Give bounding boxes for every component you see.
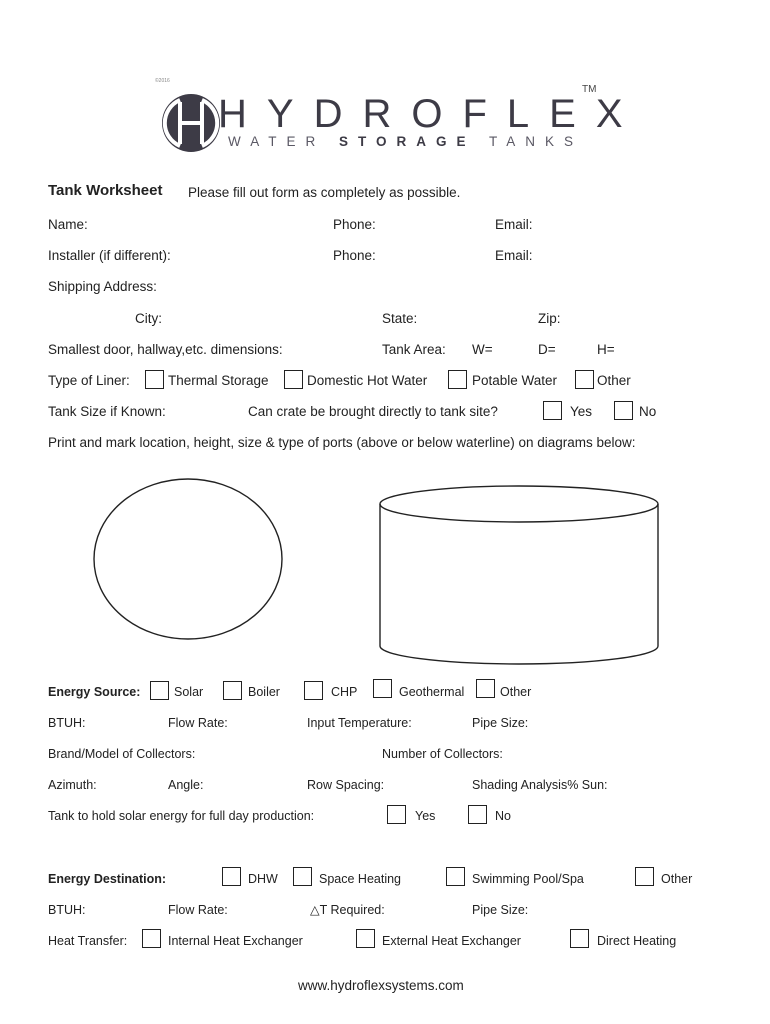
source-flow-rate-label: Flow Rate: <box>168 716 228 730</box>
heat-direct-checkbox[interactable] <box>570 929 589 948</box>
dest-other-label: Other <box>661 872 693 886</box>
source-solar-checkbox[interactable] <box>150 681 169 700</box>
liner-thermal-label: Thermal Storage <box>168 373 269 388</box>
installer-email-label: Email: <box>495 248 533 263</box>
tank-side-view-diagram <box>376 482 664 668</box>
dest-btuh-label: BTUH: <box>48 903 86 917</box>
heat-transfer-label: Heat Transfer: <box>48 934 128 948</box>
heat-external-checkbox[interactable] <box>356 929 375 948</box>
source-chp-label: CHP <box>331 685 358 699</box>
state-label: State: <box>382 311 418 326</box>
name-label: Name: <box>48 217 88 232</box>
crate-no-checkbox[interactable] <box>614 401 633 420</box>
footer-website-link[interactable]: www.hydroflexsystems.com <box>298 978 464 993</box>
dest-other-checkbox[interactable] <box>635 867 654 886</box>
liner-label: Type of Liner: <box>48 373 130 388</box>
input-temperature-label: Input Temperature: <box>307 716 412 730</box>
energy-source-label: Energy Source: <box>48 685 141 699</box>
crate-question: Can crate be brought directly to tank site? <box>248 404 498 419</box>
source-other-checkbox[interactable] <box>476 679 495 698</box>
liner-domestic-checkbox[interactable] <box>284 370 303 389</box>
liner-other-label: Other <box>597 373 631 388</box>
source-chp-checkbox[interactable] <box>304 681 323 700</box>
logo-emblem-icon <box>160 92 222 154</box>
logo-trademark: TM <box>582 84 597 95</box>
logo-tagline-water: WATER <box>228 134 326 149</box>
source-other-label: Other <box>500 685 532 699</box>
installer-label: Installer (if different): <box>48 248 171 263</box>
installer-phone-label: Phone: <box>333 248 376 263</box>
phone-label: Phone: <box>333 217 376 232</box>
liner-potable-checkbox[interactable] <box>448 370 467 389</box>
energy-destination-label: Energy Destination: <box>48 872 167 886</box>
number-collectors-label: Number of Collectors: <box>382 747 503 761</box>
crate-no-label: No <box>639 404 657 419</box>
dest-pool-checkbox[interactable] <box>446 867 465 886</box>
full-day-yes-checkbox[interactable] <box>387 805 406 824</box>
source-solar-label: Solar <box>174 685 204 699</box>
heat-internal-checkbox[interactable] <box>142 929 161 948</box>
shading-label: Shading Analysis% Sun: <box>472 778 608 792</box>
heat-direct-label: Direct Heating <box>597 934 677 948</box>
liner-potable-label: Potable Water <box>472 373 558 388</box>
width-label: W= <box>472 342 493 357</box>
heat-external-label: External Heat Exchanger <box>382 934 521 948</box>
depth-label: D= <box>538 342 556 357</box>
full-day-no-checkbox[interactable] <box>468 805 487 824</box>
full-day-no-label: No <box>495 809 511 823</box>
full-day-yes-label: Yes <box>415 809 436 823</box>
liner-thermal-checkbox[interactable] <box>145 370 164 389</box>
source-boiler-label: Boiler <box>248 685 280 699</box>
height-label: H= <box>597 342 615 357</box>
crate-yes-label: Yes <box>570 404 593 419</box>
page-title: Tank Worksheet <box>48 182 163 199</box>
dest-flow-rate-label: Flow Rate: <box>168 903 228 917</box>
heat-internal-label: Internal Heat Exchanger <box>168 934 303 948</box>
tank-area-label: Tank Area: <box>382 342 446 357</box>
source-geothermal-checkbox[interactable] <box>373 679 392 698</box>
full-day-label: Tank to hold solar energy for full day production: <box>48 809 315 823</box>
source-geothermal-label: Geothermal <box>399 685 465 699</box>
logo-brand: HYDROFLEX <box>218 92 643 136</box>
shipping-address-label: Shipping Address: <box>48 279 157 294</box>
liner-domestic-label: Domestic Hot Water <box>307 373 428 388</box>
angle-label: Angle: <box>168 778 204 792</box>
dest-space-heating-checkbox[interactable] <box>293 867 312 886</box>
brand-model-label: Brand/Model of Collectors: <box>48 747 196 761</box>
azimuth-label: Azimuth: <box>48 778 97 792</box>
row-spacing-label: Row Spacing: <box>307 778 385 792</box>
dest-pipe-size-label: Pipe Size: <box>472 903 529 917</box>
logo-tagline <box>228 134 583 150</box>
dest-space-heating-label: Space Heating <box>319 872 402 886</box>
logo-tagline-tanks: TANKS <box>489 134 584 149</box>
crate-yes-checkbox[interactable] <box>543 401 562 420</box>
city-label: City: <box>135 311 162 326</box>
tank-size-label: Tank Size if Known: <box>48 404 166 419</box>
logo-tiny-text: ©2016 <box>155 78 170 84</box>
dest-dhw-label: DHW <box>248 872 278 886</box>
liner-other-checkbox[interactable] <box>575 370 594 389</box>
dest-dhw-checkbox[interactable] <box>222 867 241 886</box>
smallest-door-label: Smallest door, hallway,etc. dimensions: <box>48 342 283 357</box>
form-instructions: Please fill out form as completely as possible. <box>188 185 461 200</box>
tank-top-view-diagram <box>90 476 286 642</box>
email-label: Email: <box>495 217 533 232</box>
source-pipe-size-label: Pipe Size: <box>472 716 529 730</box>
source-boiler-checkbox[interactable] <box>223 681 242 700</box>
source-btuh-label: BTUH: <box>48 716 86 730</box>
dest-pool-label: Swimming Pool/Spa <box>472 872 584 886</box>
delta-t-label: △T Required: <box>310 903 385 917</box>
zip-label: Zip: <box>538 311 561 326</box>
diagram-instructions: Print and mark location, height, size & type of ports (above or below waterline) on diagrams below: <box>48 435 636 450</box>
logo-tagline-storage: STORAGE <box>339 134 476 149</box>
